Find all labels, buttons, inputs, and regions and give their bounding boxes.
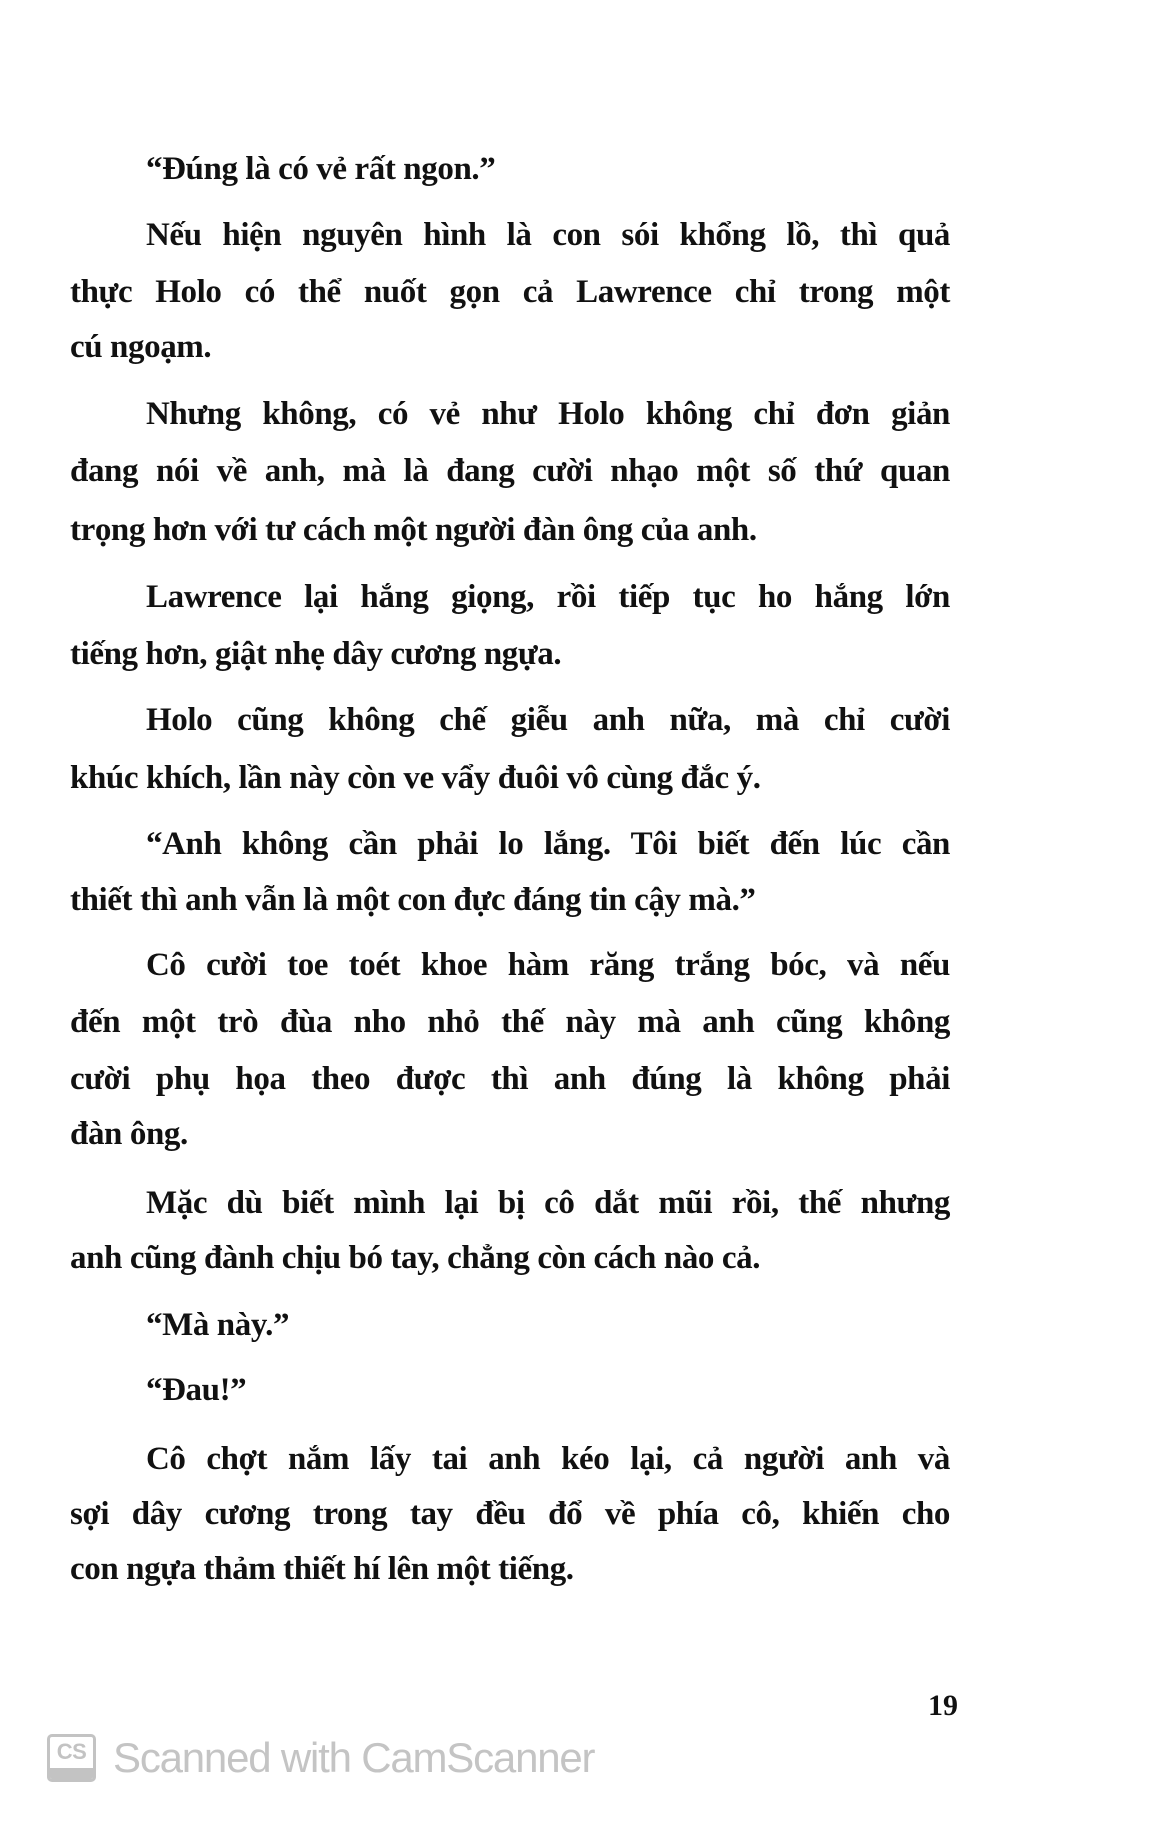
- camscanner-logo-text: CS: [56, 1739, 87, 1764]
- paragraph-line: đến một trò đùa nho nhỏ thế này mà anh cũng không: [70, 1004, 950, 1040]
- paragraph-line: “Đau!”: [146, 1372, 247, 1408]
- paragraph-line: Nhưng không, có vẻ như Holo không chỉ đơn giản: [146, 396, 950, 432]
- paragraph-line: đang nói về anh, mà là đang cười nhạo một số thứ quan: [70, 453, 950, 489]
- paragraph-line: “Đúng là có vẻ rất ngon.”: [146, 151, 496, 187]
- camscanner-watermark: [47, 1732, 594, 1784]
- paragraph-line: khúc khích, lần này còn ve vẩy đuôi vô cùng đắc ý.: [70, 760, 761, 796]
- paragraph-line: cú ngoạm.: [70, 329, 212, 365]
- paragraph-line: Holo cũng không chế giễu anh nữa, mà chỉ cười: [146, 702, 950, 738]
- paragraph-line: thiết thì anh vẫn là một con đực đáng tin cậy mà.”: [70, 882, 756, 918]
- page-number: 19: [928, 1689, 958, 1722]
- camscanner-logo-icon: [47, 1734, 96, 1782]
- paragraph-line: sợi dây cương trong tay đều đổ về phía cô, khiến cho: [70, 1496, 950, 1532]
- paragraph-line: đàn ông.: [70, 1116, 188, 1152]
- paragraph-line: “Mà này.”: [146, 1307, 290, 1343]
- paragraph-line: tiếng hơn, giật nhẹ dây cương ngựa.: [70, 636, 562, 672]
- camscanner-watermark-text: Scanned with CamScanner: [113, 1734, 595, 1781]
- paragraph-line: trọng hơn với tư cách một người đàn ông của anh.: [70, 512, 757, 548]
- paragraph-line: Cô cười toe toét khoe hàm răng trắng bóc, và nếu: [146, 947, 950, 983]
- paragraph-line: Nếu hiện nguyên hình là con sói khổng lồ, thì quả: [146, 217, 950, 253]
- paragraph-line: Lawrence lại hắng giọng, rồi tiếp tục ho hắng lớn: [146, 579, 950, 615]
- paragraph-line: anh cũng đành chịu bó tay, chẳng còn cách nào cả.: [70, 1240, 761, 1276]
- paragraph-line: thực Holo có thể nuốt gọn cả Lawrence chỉ trong một: [70, 274, 950, 310]
- paragraph-line: Mặc dù biết mình lại bị cô dắt mũi rồi, thế nhưng: [146, 1185, 950, 1221]
- paragraph-line: “Anh không cần phải lo lắng. Tôi biết đến lúc cần: [146, 826, 950, 862]
- camscanner-logo-band: [50, 1768, 93, 1779]
- paragraph-line: Cô chợt nắm lấy tai anh kéo lại, cả người anh và: [146, 1441, 950, 1477]
- paragraph-line: con ngựa thảm thiết hí lên một tiếng.: [70, 1551, 574, 1587]
- paragraph-line: cười phụ họa theo được thì anh đúng là không phải: [70, 1061, 950, 1097]
